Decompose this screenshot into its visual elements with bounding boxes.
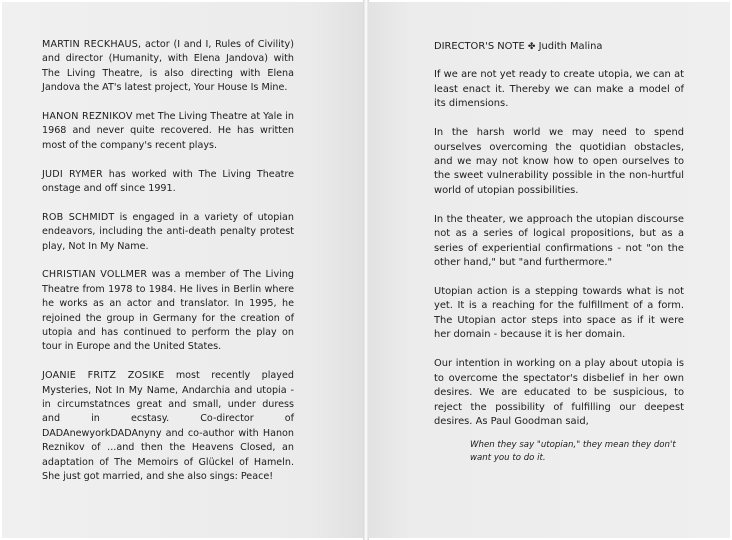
bio-text: most recently played Mysteries, Not In My Name, Andarchia and utopia - in circumstatnces great and small, under duress and in ecstasy. Co-director of DADAnewyorkDADAnyny and co-author with Hanon Reznikov of ...and then the Heavens Closed, an adaptation of The Memoirs of Glückel of Hameln. She just got married, and she also sings: Peace!: [42, 370, 294, 483]
bio-hanon-reznikov: [42, 110, 294, 153]
heading-title: DIRECTOR'S NOTE: [434, 41, 525, 52]
left-page: [2, 2, 364, 538]
note-paragraph: Our intention in working on a play about utopia is to overcome the spectator's disbelief in her own desires. We are educated to be suspicious, to reject the possibility of fulfilling our deepest desires. As Paul Goodman said,: [434, 358, 684, 427]
heading-author: Judith Malina: [538, 41, 603, 52]
bio-rob-schmidt: [42, 211, 294, 254]
note-paragraph: In the theater, we approach the utopian discourse not as a series of logical propositions, but as a series of experiential confirmations - not "on the other hand," but "and furthermore.": [434, 213, 684, 269]
bios-column: [42, 38, 294, 499]
bio-text: is engaged in a variety of utopian endeavors, including the anti-death penalty protest play, Not In My Name.: [42, 211, 294, 252]
bio-judi-rymer: [42, 168, 294, 197]
bio-name: MARTIN RECKHAUS,: [42, 39, 142, 50]
ornament-icon: ✤: [527, 42, 536, 52]
bio-joanie-fritz-zosike: [42, 369, 294, 484]
bio-name: HANON REZNIKOV: [42, 111, 133, 123]
bio-christian-vollmer: [42, 268, 294, 354]
bio-martin-reckhaus: [42, 38, 294, 96]
bio-text: has worked with The Living Theatre onstage and off since 1991.: [42, 168, 294, 195]
bio-text: was a member of The Living Theatre from 1978 to 1984. He lives in Berlin where he works as an actor and translator. In 1995, he rejoined the group in Germany for the creation of utopia and has continued to perform the play on tour in Europe and the United States.: [42, 269, 294, 353]
bio-text: actor (I and I, Rules of Civility) and director (Humanity, with Elena Jandova) with The Living Theatre, is also directing with Elena Jandova the AT's latest project, Your House Is Mine.: [42, 39, 294, 94]
directors-note-heading: [434, 40, 684, 54]
note-paragraph: In the harsh world we may need to spend ourselves overcoming the quotidian obstacles, and we may not know how to open ourselves to the sweet vulnerability possible in the non-hurtful world of utopian possibilities.: [434, 127, 684, 196]
note-paragraph: Utopian action is a stepping towards what is not yet. It is a reaching for the fulfillment of a form. The Utopian actor steps into space as if it were her domain - because it is her domain.: [434, 286, 684, 341]
bio-name: JOANIE FRITZ ZOSIKE: [42, 370, 165, 382]
note-paragraph: If we are not yet ready to create utopia, we can at least enact it. Thereby we can make a model of its dimensions.: [434, 69, 684, 110]
bio-name: CHRISTIAN VOLLMER: [42, 269, 148, 281]
bio-name: ROB SCHMIDT: [42, 211, 115, 223]
goodman-quote: When they say "utopian," they mean they don't want you to do it.: [470, 440, 676, 464]
right-page: [368, 2, 730, 538]
bio-text: met The Living Theatre at Yale in 1968 and never quite recovered. He has written most of the company's recent plays.: [42, 111, 294, 151]
bio-name: JUDI RYMER: [42, 168, 103, 180]
directors-note-column: [434, 40, 684, 465]
